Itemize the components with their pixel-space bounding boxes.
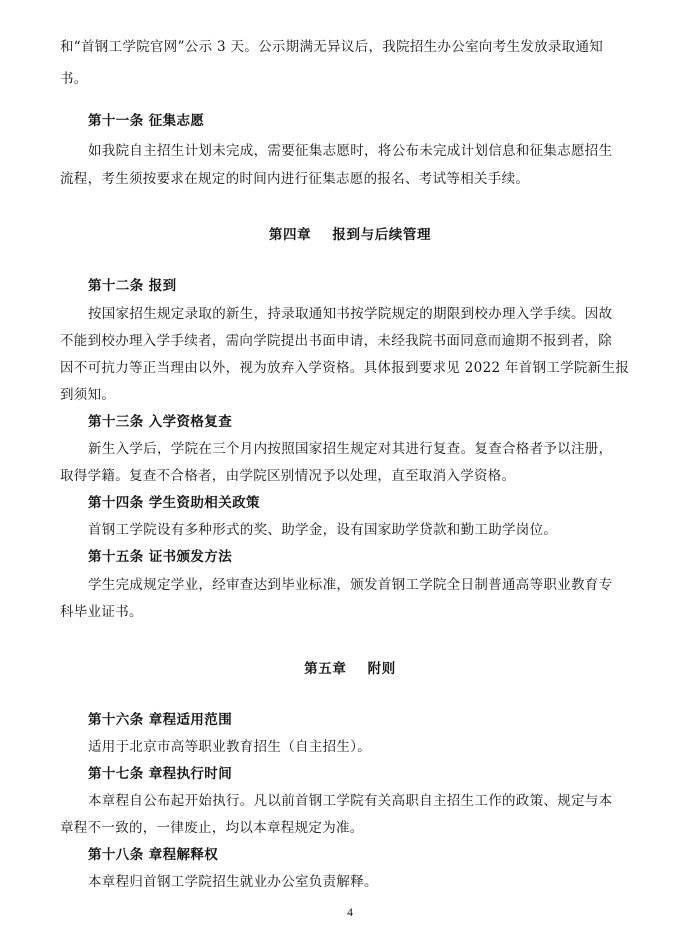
article-17-heading: 第十七条 章程执行时间: [88, 766, 233, 782]
paragraph-line: 取得学籍。复查不合格者，由学院区别情况予以处理，直至取消入学资格。: [60, 468, 516, 484]
paragraph-line: 不能到校办理入学手续者，需向学院提出书面申请，未经我院书面同意而逾期不报到者，除: [60, 333, 612, 349]
paragraph-line: 按国家招生规定录取的新生，持录取通知书按学院规定的期限到校办理入学手续。因故: [88, 306, 613, 322]
article-16-heading: 第十六条 章程适用范围: [88, 712, 233, 728]
article-12-heading: 第十二条 报到: [88, 278, 177, 294]
paragraph-line: 首钢工学院设有多种形式的奖、助学金，设有国家助学贷款和勤工助学岗位。: [88, 522, 558, 538]
paragraph-line: 新生入学后，学院在三个月内按照国家招生规定对其进行复查。复查合格者予以注册，: [88, 441, 613, 457]
paragraph-line: 流程，考生须按要求在规定的时间内进行征集志愿的报名、考试等相关手续。: [60, 171, 530, 187]
paragraph-line: 到须知。: [60, 387, 116, 403]
article-18-heading: 第十八条 章程解释权: [88, 847, 219, 863]
paragraph-line: 本章程归首钢工学院招生就业办公室负责解释。: [88, 874, 378, 890]
article-14-heading: 第十四条 学生资助相关政策: [88, 495, 260, 511]
chapter-5-title: 第五章 附则: [304, 661, 396, 677]
article-15-heading: 第十五条 证书颁发方法: [88, 549, 233, 565]
article-13-heading: 第十三条 入学资格复查: [88, 414, 233, 430]
paragraph-line: 因不可抗力等正当理由以外，视为放弃入学资格。具体报到要求见 2022 年首钢工学院新生报: [60, 360, 630, 376]
paragraph-line: 科毕业证书。: [60, 604, 143, 620]
chapter-4-title: 第四章 报到与后续管理: [268, 227, 432, 243]
paragraph-line: 和“首钢工学院官网”公示 3 天。公示期满无异议后，我院招生办公室向考生发放录取通知: [60, 39, 604, 55]
page-number: 4: [347, 905, 353, 919]
paragraph-line: 学生完成规定学业，经审查达到毕业标准，颁发首钢工学院全日制普通高等职业教育专: [88, 577, 613, 593]
paragraph-line: 适用于北京市高等职业教育招生（自主招生）。: [88, 739, 372, 755]
paragraph-line: 本章程自公布起开始执行。凡以前首钢工学院有关高职自主招生工作的政策、规定与本: [88, 793, 613, 809]
paragraph-line: 如我院自主招生计划未完成，需要征集志愿时，将公布未完成计划信息和征集志愿招生: [88, 143, 613, 159]
article-11-heading: 第十一条 征集志愿: [88, 113, 205, 129]
paragraph-line: 书。: [60, 71, 88, 87]
paragraph-line: 章程不一致的，一律废止，均以本章程规定为准。: [60, 820, 364, 836]
